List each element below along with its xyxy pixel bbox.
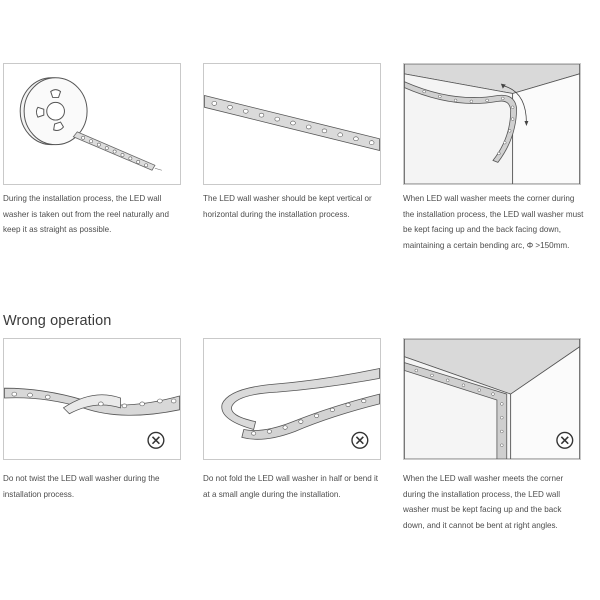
reel-drawing	[4, 64, 180, 184]
straight-strip-drawing	[204, 64, 380, 184]
illustration-reel-unwind	[3, 63, 181, 185]
illustration-right-angle-wrong	[403, 338, 581, 460]
wrong-x-icon	[4, 339, 180, 459]
wrong-x-icon	[404, 339, 580, 459]
illustration-corner-arc	[403, 63, 581, 185]
wrong-x-icon	[204, 339, 380, 459]
caption-reel-unwind: During the installation process, the LED wall washer is taken out from the reel naturally and keep it as straight as possible.	[3, 194, 170, 234]
corner-arc-drawing	[404, 64, 580, 184]
illustration-fold-wrong	[203, 338, 381, 460]
section-title-wrong-operation: Wrong operation	[3, 313, 112, 329]
illustration-twist-wrong	[3, 338, 181, 460]
caption-fold-wrong: Do not fold the LED wall washer in half or bend it at a small angle during the installation.	[203, 474, 379, 499]
caption-right-angle-wrong: When the LED wall washer meets the corner during the installation process, the LED wall washer must be kept facing up and the back down, and it cannot be bent at right angles.	[403, 474, 564, 530]
illustration-strip-straight	[203, 63, 381, 185]
caption-corner-arc: When LED wall washer meets the corner during the installation process, the LED wall washer must be kept facing up and the back facing down, maintaining a certain bending arc, Φ >150mm.	[403, 194, 584, 250]
caption-strip-straight: The LED wall washer should be kept vertical or horizontal during the installation process.	[203, 194, 372, 219]
caption-twist-wrong: Do not twist the LED wall washer during the installation process.	[3, 474, 160, 499]
